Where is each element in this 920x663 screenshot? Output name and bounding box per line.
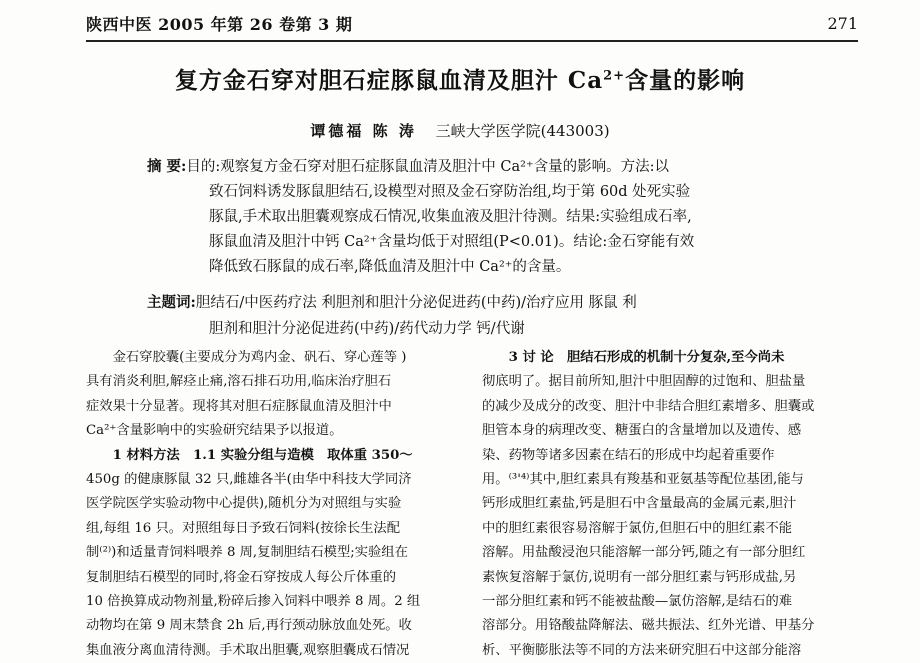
text-line: 医学院医学实验动物中心提供),随机分为对照组与实验 [86, 496, 402, 512]
text-line: 用。⁽³'⁴⁾其中,胆红素具有羧基和亚氨基等配位基团,能与 [482, 472, 804, 488]
header-rule [86, 40, 858, 42]
text-line: 的减少及成分的改变、胆汁中非结合胆红素增多、胆囊或 [482, 398, 815, 414]
keywords-label: 主题词: [147, 294, 196, 311]
text-line: 复制胆结石模型的同时,将金石穿按成人每公斤体重的 [86, 569, 397, 585]
text-line: 动物均在第 9 周末禁食 2h 后,再行颈动脉放血处死。收 [86, 618, 412, 634]
abstract: 摘 要:目的:观察复方金石穿对胆石症豚鼠血清及胆汁中 Ca²⁺含量的影响。方法:以 致石饲料诱发豚鼠胆结石,设模型对照及金石穿防治组,均于第 60d 处死实验 豚鼠,手术取出胆囊观察成石情况,收集血液及胆汁待测。结果:实验组成石率, 豚鼠血清及胆汁中钙 Ca²⁺含量均低于对照组(P<0.01)。结论:金石穿能有效 降低致石豚鼠的成石率,降低血清及胆汁中 Ca²⁺的含量。 [147, 154, 821, 280]
author-names: 谭德福 陈 涛 [310, 122, 417, 140]
text-line: 染、药物等诸多因素在结石的形成中均起着重要作 [482, 447, 775, 463]
text-line: 一部分胆红素和钙不能被盐酸—氯仿溶解,是结石的难 [482, 594, 793, 610]
text-line: 组,每组 16 只。对照组每日予致石饲料(按徐长生法配 [86, 520, 401, 536]
text-line: 溶解。用盐酸浸泡只能溶解一部分钙,随之有一部分胆红 [482, 545, 806, 561]
paper-title: 复方金石穿对胆石症豚鼠血清及胆汁 $Ca^{2+}$含量的影响 [174, 67, 746, 94]
page-number: 271 [827, 14, 858, 33]
running-header [86, 12, 858, 42]
text-line: 集血液分离血清待测。手术取出胆囊,观察胆囊成石情况 [86, 642, 410, 658]
text-line: 制⁽²⁾)和适量青饲料喂养 8 周,复制胆结石模型;实验组在 [86, 545, 408, 561]
affiliation: 三峡大学医学院(443003) [435, 122, 610, 140]
abstract-label: 摘 要: [147, 158, 187, 175]
text-line: Ca²⁺含量影响中的实验研究结果予以报道。 [86, 423, 343, 439]
text-line: 析、平衡膨胀法等不同的方法来研究胆石中这部分能溶 [482, 642, 802, 658]
left-column [86, 346, 448, 663]
text-line: 素恢复溶解于氯仿,说明有一部分胆红素与钙形成盐,另 [482, 569, 797, 585]
text-line: 450g 的健康豚鼠 32 只,雌雄各半(由华中科技大学同济 [86, 472, 412, 488]
keywords: 主题词:胆结石/中医药疗法 利胆剂和胆汁分泌促进药(中药)/治疗应用 豚鼠 利 胆剂和胆汁分泌促进药(中药)/药代动力学 钙/代谢 [147, 290, 837, 342]
section-heading-line: 1 材料方法 1.1 实验分组与造模 取体重 350～ [86, 447, 413, 463]
text-line: 症效果十分显著。现将其对胆石症豚鼠血清及胆汁中 [86, 398, 392, 414]
text-line: 具有消炎利胆,解痉止痛,溶石排石功用,临床治疗胆石 [86, 374, 392, 390]
text-line: 彻底明了。据目前所知,胆汁中胆固醇的过饱和、胆盐量 [482, 374, 806, 390]
right-column [482, 346, 862, 663]
text-line: 中的胆红素很容易溶解于氯仿,但胆石中的胆红素不能 [482, 520, 793, 536]
text-line: 钙形成胆红素盐,钙是胆石中含量最高的金属元素,胆汁 [482, 496, 797, 512]
journal-info: 陕西中医 2005 年第 26 卷第 3 期 [86, 15, 353, 34]
text-line: 溶部分。用铬酸盐降解法、磁共振法、红外光谱、甲基分 [482, 618, 815, 634]
text-line: 胆管本身的病理改变、糖蛋白的含量增加以及遗传、感 [482, 423, 802, 439]
text-line: 金石穿胶囊(主要成分为鸡内金、矾石、穿心莲等 ) [86, 350, 407, 365]
author-line [0, 120, 920, 141]
section-heading-line: 3 讨 论 胆结石形成的机制十分复杂,至今尚未 [482, 350, 785, 365]
text-line: 10 倍换算成动物剂量,粉碎后掺入饲料中喂养 8 周。2 组 [86, 594, 421, 610]
